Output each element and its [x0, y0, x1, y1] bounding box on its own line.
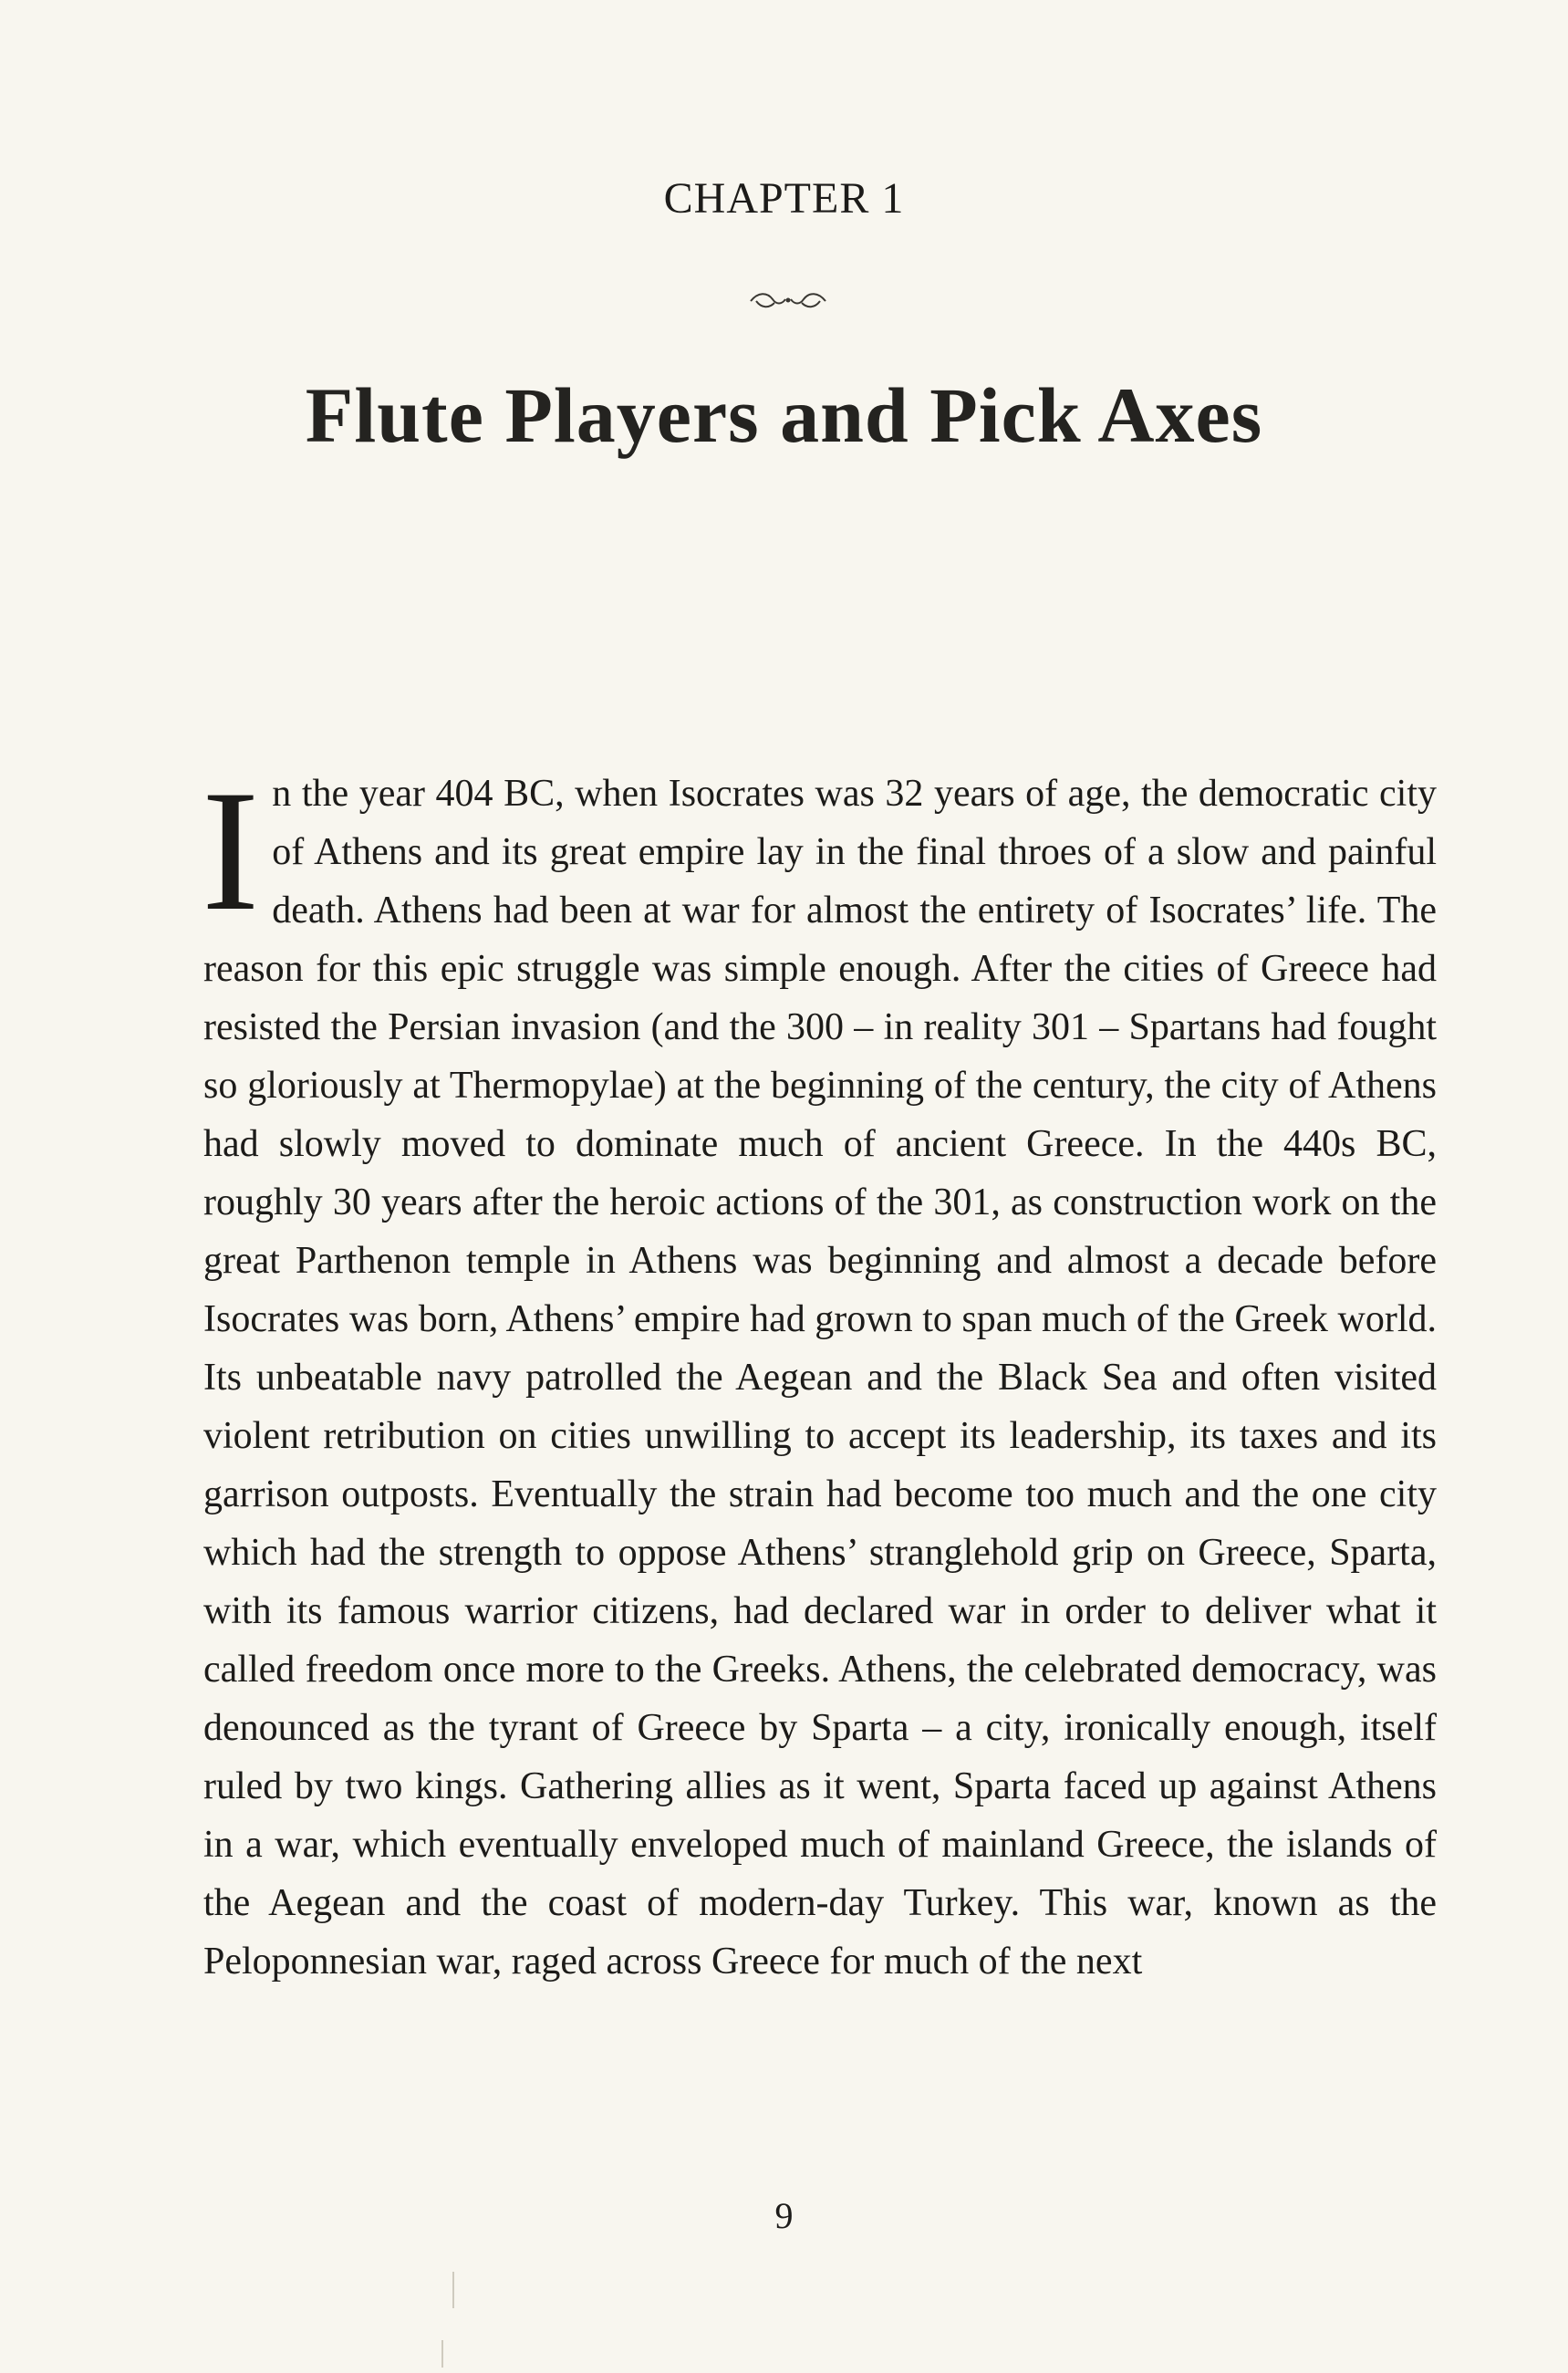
fleuron-ornament-icon	[747, 290, 829, 312]
chapter-label: CHAPTER 1	[663, 174, 905, 223]
body-paragraph: n the year 404 BC, when Isocrates was 32 years of age, the democratic city of Athens and its great empire lay in the final throes of a slow and painful death. Athens had been at war for almost the entirety of Isocrates’ life. The reason for this epic struggle was simple enough. After the cities of Greece had resisted the Persian invasion (and the 300 – in reality 301 – Spartans had fought so gloriously at Thermopylae) at the beginning of the century, the city of Athens had slowly moved to dominate much of ancient Greece. In the 440s BC, roughly 30 years after the heroic actions of the 301, as construction work on the great Parthenon temple in Athens was beginning and almost a decade before Isocrates was born, Athens’ empire had grown to span much of the Greek world. Its unbeatable navy patrolled the Aegean and the Black Sea and often visited violent retribution on cities unwilling to accept its leadership, its taxes and its garrison outposts. Eventually the strain had become too much and the one city which had the strength to oppose Athens’ stranglehold grip on Greece, Sparta, with its famous warrior citizens, had declared war in order to deliver what it called freedom once more to the Greeks. Athens, the celebrated democracy, was denounced as the tyrant of Greece by Sparta – a city, ironically enough, itself ruled by two kings. Gathering allies as it went, Sparta faced up against Athens in a war, which eventually enveloped much of mainland Greece, the islands of the Aegean and the coast of modern-day Turkey. This war, known as the Peloponnesian war, raged across Greece for much of the next	[203, 773, 1437, 1983]
scan-artifact-line	[452, 2272, 454, 2308]
page-number: 9	[774, 2195, 794, 2236]
scan-artifact-line	[441, 2340, 443, 2368]
drop-cap: I	[202, 755, 260, 947]
chapter-body	[202, 755, 1437, 1991]
chapter-title: Flute Players and Pick Axes	[305, 371, 1263, 459]
